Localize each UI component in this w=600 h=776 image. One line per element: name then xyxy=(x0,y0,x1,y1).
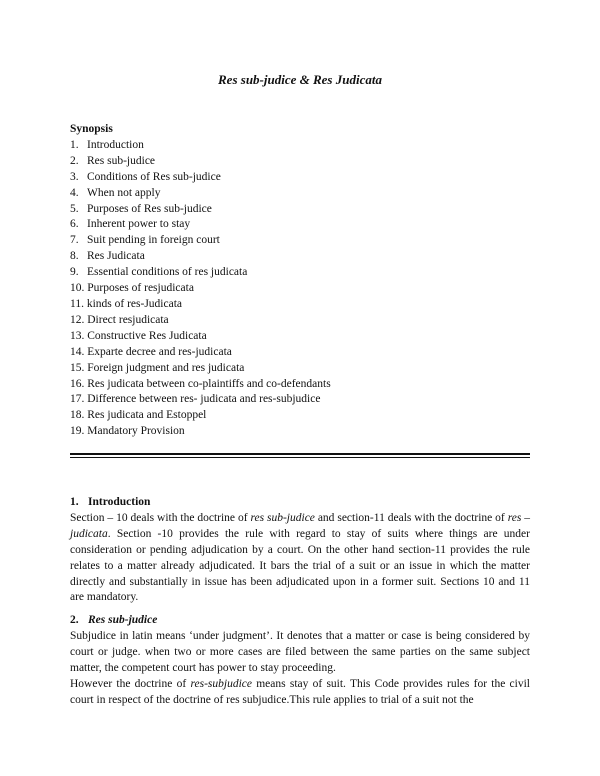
synopsis-item: 6. Inherent power to stay xyxy=(70,218,191,231)
document-title: Res sub-judice & Res Judicata xyxy=(218,72,382,87)
synopsis-item: 8. Res Judicata xyxy=(70,250,145,263)
synopsis-heading: Synopsis xyxy=(70,123,113,135)
synopsis-item: 19. Mandatory Provision xyxy=(70,425,185,438)
synopsis-item: 15. Foreign judgment and res judicata xyxy=(70,361,245,374)
section-heading: 1. Introduction xyxy=(70,496,151,508)
synopsis-item: 17. Difference between res- judicata and res-subjudice xyxy=(70,393,321,406)
synopsis xyxy=(70,122,331,440)
synopsis-item: 11. kinds of res-Judicata xyxy=(70,297,182,310)
synopsis-item: 5. Purposes of Res sub-judice xyxy=(70,202,212,215)
synopsis-item: 7. Suit pending in foreign court xyxy=(70,234,220,247)
synopsis-item: 9. Essential conditions of res judicata xyxy=(70,266,248,279)
section-introduction xyxy=(70,495,530,606)
section-divider xyxy=(70,453,530,458)
synopsis-item: 13. Constructive Res Judicata xyxy=(70,329,207,342)
synopsis-item: 10. Purposes of resjudicata xyxy=(70,282,194,295)
section-paragraph: Subjudice in latin means ‘under judgment’. It denotes that a matter or case is being considered by court or judge. when two or more cases are filed between the same parties on the same subject matter, the competent court has power to stay proceeding. xyxy=(70,629,530,674)
synopsis-item: 1. Introduction xyxy=(70,138,144,151)
section-res-sub-judice xyxy=(70,613,530,708)
synopsis-list xyxy=(70,138,331,440)
synopsis-item: 14. Exparte decree and res-judicata xyxy=(70,345,232,358)
section-paragraph: Section – 10 deals with the doctrine of res sub-judice and section-11 deals with the doctrine of res –judicata. Section -10 provides the rule with regard to stay of suits where things are under consideration or pending adjudication by a court. On the other hand section-11 provides the rule relates to a matter already adjudicated. It bars the trial of a suit or an issue in which the matter directly and substantially in issue has been adjudicated upon in a former suit. Sections 10 and 11 are mandatory. xyxy=(70,511,530,604)
synopsis-item: 3. Conditions of Res sub-judice xyxy=(70,170,221,183)
section-paragraph: However the doctrine of res-subjudice means stay of suit. This Code provides rules for the civil court in respect of the doctrine of res subjudice.This rule applies to trial of a suit not the xyxy=(70,677,530,706)
synopsis-item: 2. Res sub-judice xyxy=(70,154,156,167)
synopsis-item: 16. Res judicata between co-plaintiffs and co-defendants xyxy=(70,377,331,390)
synopsis-item: 18. Res judicata and Estoppel xyxy=(70,409,207,422)
synopsis-item: 4. When not apply xyxy=(70,186,161,199)
synopsis-item: 12. Direct resjudicata xyxy=(70,313,169,326)
section-heading: 2. Res sub-judice xyxy=(70,614,158,626)
